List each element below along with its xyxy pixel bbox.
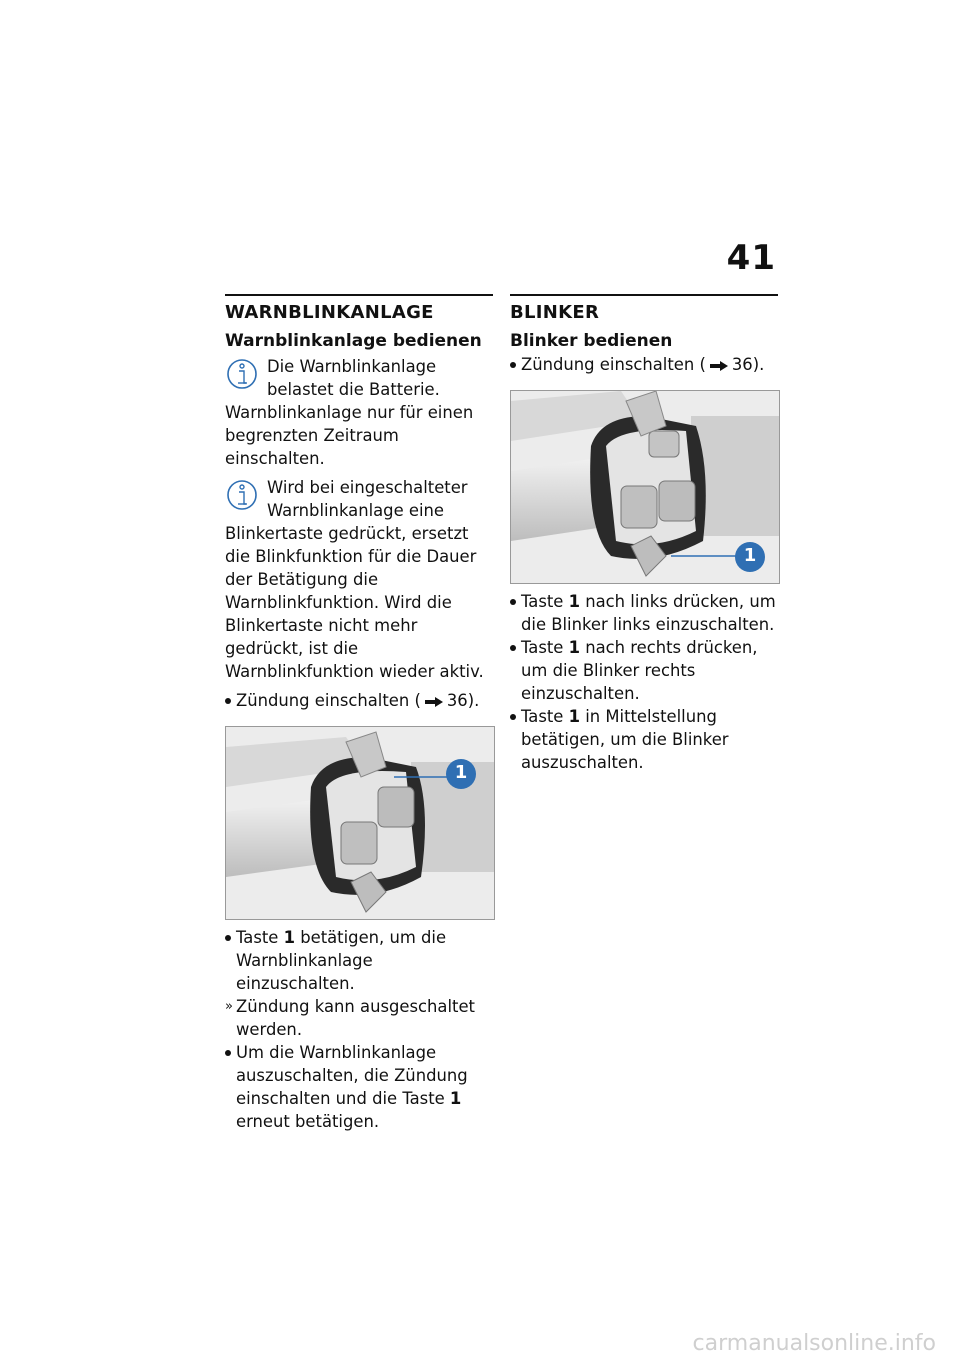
key-number: 1 — [283, 928, 296, 947]
section-rule — [510, 294, 778, 296]
step-ignition-on — [225, 689, 493, 712]
page-number: 41 — [726, 238, 776, 278]
info-note-battery — [225, 355, 493, 470]
step-text: nach rechts drücken, um die Blinker rechts einzuschalten. — [521, 638, 758, 703]
result-ignition-off — [225, 995, 493, 1041]
page-reference-link[interactable]: 36). — [731, 355, 765, 374]
page-reference-link[interactable]: 36). — [446, 691, 480, 710]
callout-number: 1 — [743, 545, 757, 566]
step-text: Zündung einschalten ( — [521, 355, 706, 374]
step-switch-off — [225, 1041, 493, 1133]
key-number: 1 — [568, 592, 581, 611]
step-indicator-off — [510, 705, 778, 774]
note-text: Die Warnblinkanlage belastet die Batterie. Warnblinkanlage nur für einen begrenzten Zeitraum einschalten. — [225, 357, 474, 468]
subtitle-blinker-bedienen: Blinker bedienen — [510, 331, 673, 351]
section-title-blinker: BLINKER — [510, 302, 600, 323]
step-text: Taste — [521, 707, 569, 726]
subtitle-warnblinkanlage-bedienen: Warnblinkanlage bedienen — [225, 331, 482, 351]
key-number: 1 — [568, 638, 581, 657]
info-note-indicator — [225, 476, 493, 683]
step-text: nach links drücken, um die Blinker links einzuschalten. — [521, 592, 776, 634]
step-text: Taste — [521, 638, 569, 657]
info-icon — [225, 357, 259, 397]
key-number: 1 — [449, 1089, 462, 1108]
note-text: Wird bei eingeschalteter Warnblinkanlage eine Blinkertaste gedrückt, ersetzt die Blinkfunktion für die Dauer der Betätigung die Warnblinkfunktion. Wird die Blinkertaste nicht mehr gedrückt, ist die Warnblinkfunktion wieder aktiv. — [225, 478, 484, 681]
arrow-right-icon — [425, 697, 443, 707]
figure-hazard-switch — [225, 726, 495, 920]
step-press-key — [225, 926, 493, 995]
key-number: 1 — [568, 707, 581, 726]
step-text: Taste — [521, 592, 569, 611]
right-column — [510, 294, 778, 774]
step-text: Um die Warnblinkanlage auszuschalten, die Zündung einschalten und die Taste — [236, 1043, 468, 1108]
step-right-indicator — [510, 636, 778, 705]
handlebar-switch-illustration — [226, 727, 494, 919]
step-text: erneut betätigen. — [236, 1112, 380, 1131]
step-ignition-on — [510, 353, 778, 376]
arrow-right-icon — [710, 361, 728, 371]
callout-number: 1 — [454, 762, 468, 783]
left-column — [225, 294, 493, 1133]
step-left-indicator — [510, 590, 778, 636]
figure-indicator-switch — [510, 390, 780, 584]
result-mark: » — [225, 999, 233, 1014]
watermark: carmanualsonline.info — [692, 1331, 936, 1356]
step-text: Taste — [236, 928, 284, 947]
section-rule — [225, 294, 493, 296]
result-text: Zündung kann ausgeschaltet werden. — [236, 997, 475, 1039]
step-text: betätigen, um die Warnblinkanlage einzuschalten. — [236, 928, 447, 993]
section-title-warnblinkanlage: WARNBLINKANLAGE — [225, 302, 434, 323]
info-icon — [225, 478, 259, 518]
step-text: Zündung einschalten ( — [236, 691, 421, 710]
step-text: in Mittelstellung betätigen, um die Blinker auszuschalten. — [521, 707, 729, 772]
